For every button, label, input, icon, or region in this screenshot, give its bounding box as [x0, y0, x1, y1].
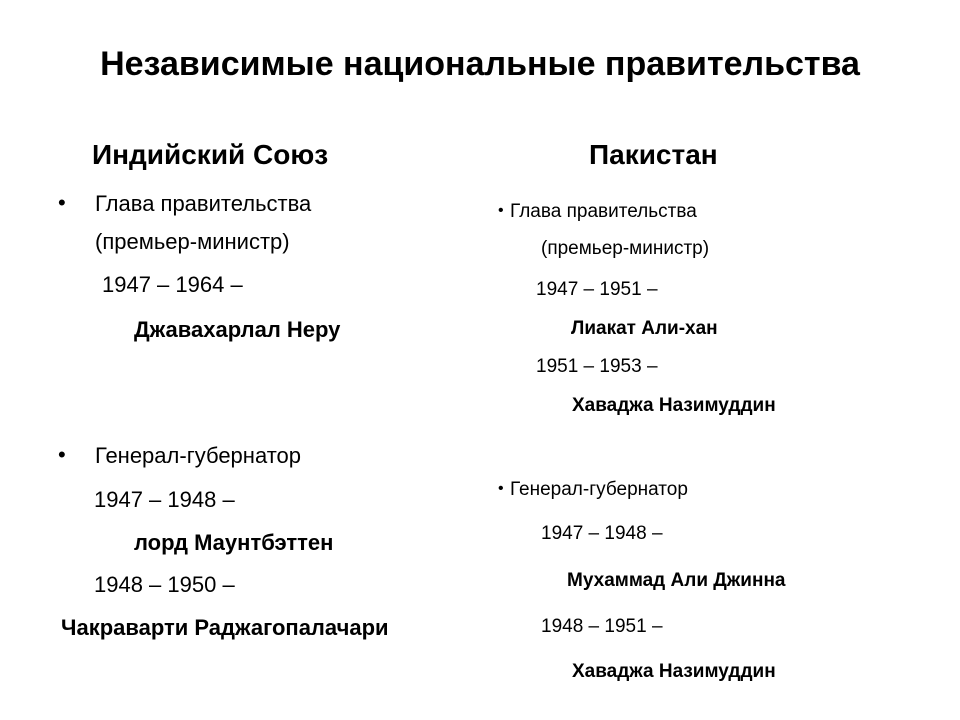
- left-gg2-period: 1948 – 1950 –: [94, 572, 235, 597]
- left-gg1-name: лорд Маунтбэттен: [134, 530, 334, 555]
- right-gg-label: Генерал-губернатор: [510, 479, 688, 500]
- right-gg2-name: Хаваджа Назимуддин: [572, 661, 776, 682]
- right-gg1-name: Мухаммад Али Джинна: [567, 570, 786, 591]
- left-pm-period: 1947 – 1964 –: [102, 272, 243, 297]
- left-head-gov-sublabel: (премьер-министр): [95, 229, 290, 254]
- slide-title: Независимые национальные правительства: [100, 45, 860, 83]
- right-gg2-period: 1948 – 1951 –: [541, 616, 663, 637]
- right-pm2-name: Хаваджа Назимуддин: [572, 395, 776, 416]
- right-head-gov-sublabel: (премьер-министр): [541, 238, 710, 259]
- right-pm1-name: Лиакат Али-хан: [571, 318, 718, 339]
- left-gg2-name: Чакраварти Раджагопалачари: [61, 615, 389, 640]
- right-pm2-period: 1951 – 1953 –: [536, 356, 658, 377]
- left-gg1-period: 1947 – 1948 –: [94, 487, 235, 512]
- bullet-icon: •: [58, 190, 66, 215]
- left-head-gov-label: Глава правительства: [95, 191, 312, 216]
- right-head-gov-label: Глава правительства: [510, 201, 697, 222]
- left-column-heading: Индийский Союз: [92, 139, 329, 170]
- left-gg-label: Генерал-губернатор: [95, 443, 301, 468]
- right-gg1-period: 1947 – 1948 –: [541, 523, 663, 544]
- bullet-icon: •: [58, 442, 66, 467]
- right-column-heading: Пакистан: [589, 139, 718, 170]
- right-pm1-period: 1947 – 1951 –: [536, 279, 658, 300]
- bullet-icon: •: [498, 202, 504, 219]
- bullet-icon: •: [498, 480, 504, 497]
- left-pm-name: Джавахарлал Неру: [134, 317, 341, 342]
